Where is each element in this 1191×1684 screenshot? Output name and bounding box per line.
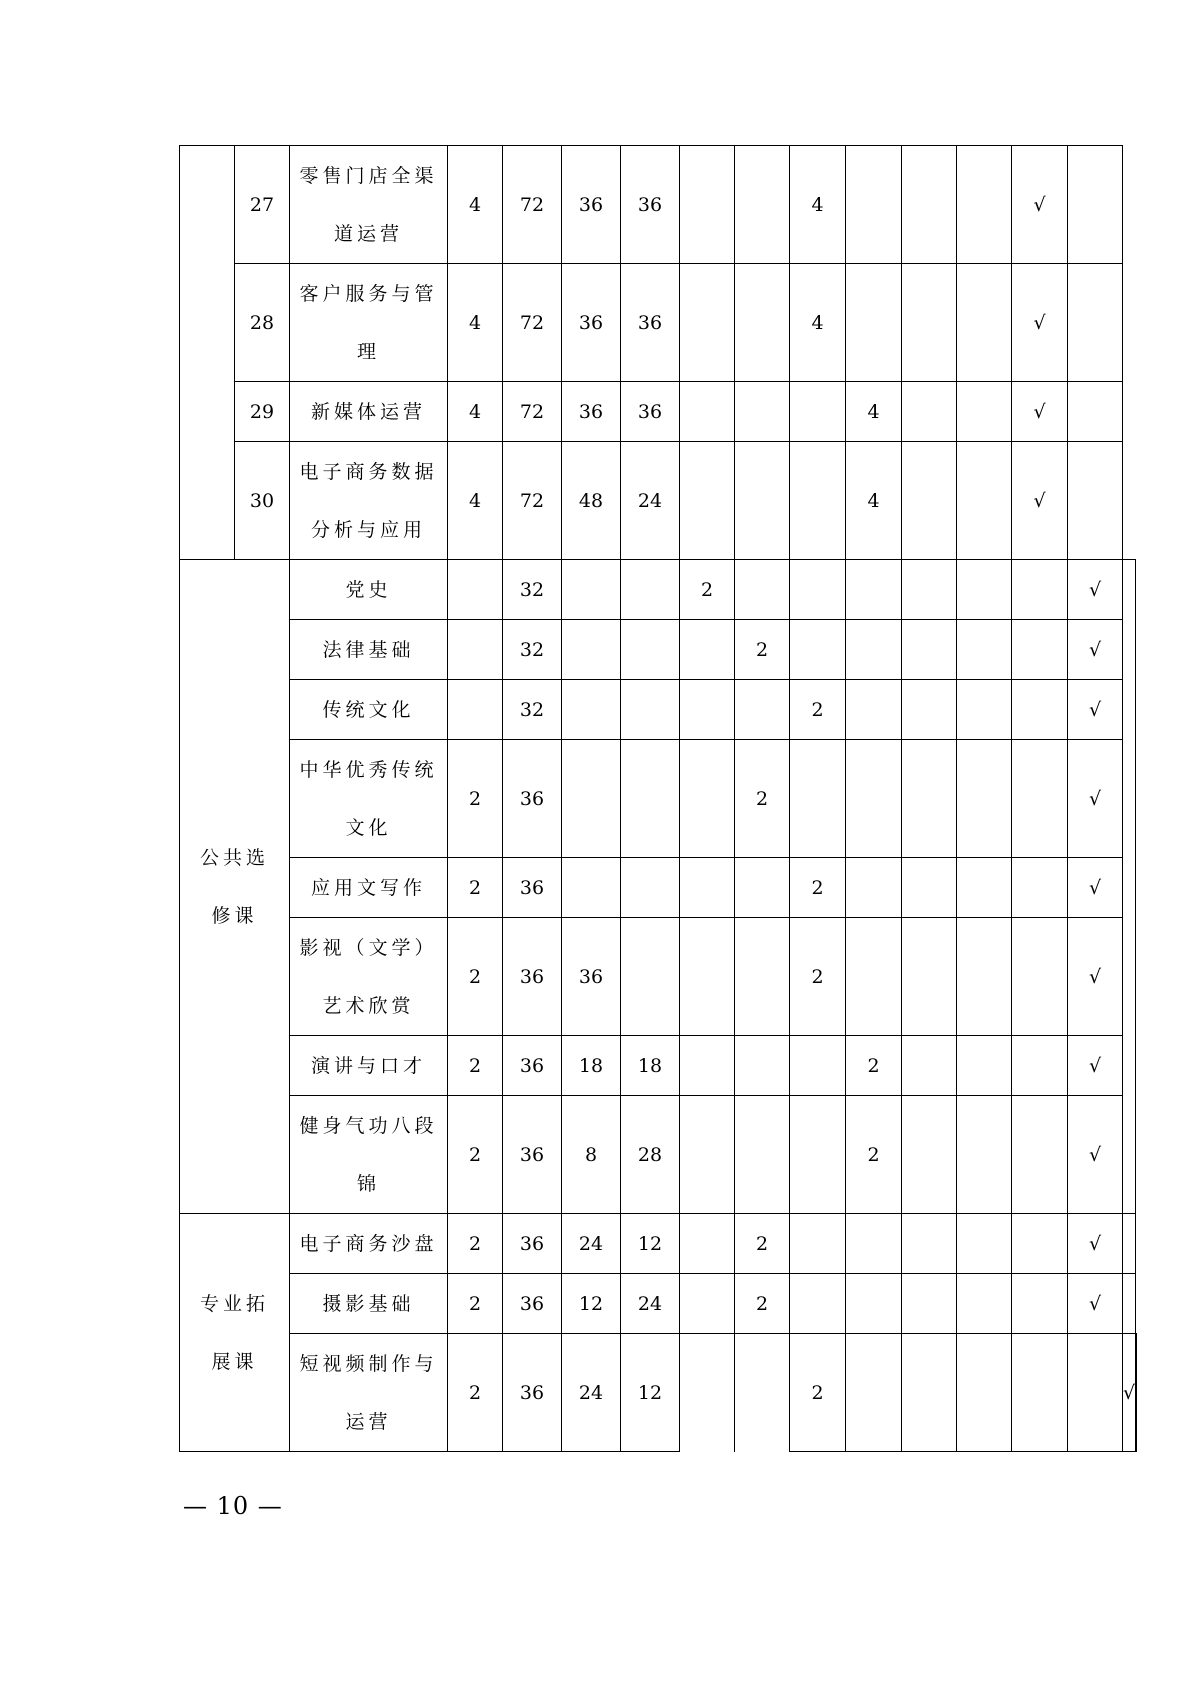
course-number: 30: [235, 442, 290, 560]
table-row: [180, 740, 1137, 858]
term-4: [846, 1334, 902, 1452]
term-3: [790, 620, 846, 680]
course-table: [179, 145, 1137, 1452]
term-6: [957, 740, 1012, 858]
term-5: [902, 918, 957, 1036]
check-required: [1012, 1096, 1068, 1214]
term-3: 2: [790, 680, 846, 740]
category-major-extension: 专业拓 展课: [180, 1214, 290, 1452]
term-6: [957, 918, 1012, 1036]
practice-hours: [621, 858, 680, 918]
term-1: [680, 146, 735, 264]
practice-hours: 24: [621, 1274, 680, 1334]
check-elective: [1068, 442, 1123, 560]
theory-hours: 48: [562, 442, 621, 560]
credit: [448, 620, 503, 680]
term-5: [902, 146, 957, 264]
term-1: [680, 680, 735, 740]
theory-hours: 36: [562, 918, 621, 1036]
credit: 4: [448, 264, 503, 382]
credit: 2: [448, 858, 503, 918]
practice-hours: 36: [621, 382, 680, 442]
course-name: 新媒体运营: [290, 382, 448, 442]
table-row: [180, 858, 1137, 918]
check-required: [1012, 680, 1068, 740]
check-elective: [1068, 382, 1123, 442]
total-hours: 36: [503, 1334, 562, 1452]
course-name: 摄影基础: [290, 1274, 448, 1334]
course-name: 客户服务与管 理: [290, 264, 448, 382]
check-elective: √: [1068, 1214, 1123, 1274]
table-row: [180, 1036, 1137, 1096]
total-hours: 72: [503, 442, 562, 560]
table-row: [180, 442, 1137, 560]
term-1: [680, 1036, 735, 1096]
course-number: 28: [235, 264, 290, 382]
total-hours: 36: [503, 858, 562, 918]
term-6: [957, 442, 1012, 560]
term-3: [790, 1036, 846, 1096]
check-elective: √: [1068, 560, 1123, 620]
table-row: [180, 1214, 1137, 1274]
theory-hours: 24: [562, 1214, 621, 1274]
total-hours: 36: [503, 740, 562, 858]
term-2: [735, 680, 790, 740]
theory-hours: [562, 680, 621, 740]
category-cell-continued: [180, 146, 235, 560]
term-1: [680, 264, 735, 382]
term-5: [902, 740, 957, 858]
term-3: 2: [790, 1334, 846, 1452]
course-number: 29: [235, 382, 290, 442]
term-4: 4: [846, 382, 902, 442]
practice-hours: 36: [621, 146, 680, 264]
check-required: [1012, 1274, 1068, 1334]
term-4: 2: [846, 1096, 902, 1214]
term-6: [957, 680, 1012, 740]
term-1: [680, 1274, 735, 1334]
table-row: [180, 1096, 1137, 1214]
check-elective: √: [1123, 1334, 1136, 1452]
term-5: [902, 382, 957, 442]
term-5: [902, 858, 957, 918]
theory-hours: 36: [562, 382, 621, 442]
term-4: [846, 560, 902, 620]
term-3: [790, 382, 846, 442]
term-5: [902, 1334, 957, 1452]
check-required: [1012, 1036, 1068, 1096]
term-1: 2: [680, 560, 735, 620]
total-hours: 72: [503, 264, 562, 382]
check-required: [1012, 858, 1068, 918]
term-3: 4: [790, 146, 846, 264]
theory-hours: [562, 560, 621, 620]
term-5: [902, 1274, 957, 1334]
course-name: 影视（文学） 艺术欣赏: [290, 918, 448, 1036]
check-required: √: [1012, 442, 1068, 560]
table-row: [180, 620, 1137, 680]
term-2: 2: [735, 740, 790, 858]
theory-hours: [562, 740, 621, 858]
term-2: 2: [735, 1214, 790, 1274]
course-name: 电子商务数据 分析与应用: [290, 442, 448, 560]
course-name: 党史: [290, 560, 448, 620]
practice-hours: [621, 740, 680, 858]
check-elective: √: [1068, 1274, 1123, 1334]
term-4: [846, 1214, 902, 1274]
term-2: [735, 1096, 790, 1214]
term-3: [790, 560, 846, 620]
table-row: [180, 918, 1137, 1036]
check-elective: √: [1068, 680, 1123, 740]
total-hours: 32: [503, 560, 562, 620]
term-1: [680, 620, 735, 680]
theory-hours: 18: [562, 1036, 621, 1096]
credit: [448, 560, 503, 620]
term-2: [735, 1334, 790, 1452]
practice-hours: 24: [621, 442, 680, 560]
term-4: 4: [846, 442, 902, 560]
credit: 2: [448, 918, 503, 1036]
term-2: [735, 146, 790, 264]
theory-hours: [562, 620, 621, 680]
term-6: [957, 560, 1012, 620]
term-4: [846, 264, 902, 382]
term-1: [680, 740, 735, 858]
check-required: [1012, 740, 1068, 858]
credit: 2: [448, 1036, 503, 1096]
course-number: 27: [235, 146, 290, 264]
theory-hours: 12: [562, 1274, 621, 1334]
blank-side-cell: [1123, 560, 1136, 1214]
check-required: √: [1012, 146, 1068, 264]
practice-hours: [621, 680, 680, 740]
term-3: 2: [790, 858, 846, 918]
term-4: [846, 740, 902, 858]
term-2: [735, 560, 790, 620]
table-row: [180, 680, 1137, 740]
term-6: [957, 620, 1012, 680]
term-5: [902, 1036, 957, 1096]
practice-hours: [621, 918, 680, 1036]
term-3: [790, 740, 846, 858]
term-4: [846, 858, 902, 918]
term-6: [957, 1334, 1012, 1452]
practice-hours: [621, 620, 680, 680]
term-5: [902, 442, 957, 560]
theory-hours: 8: [562, 1096, 621, 1214]
total-hours: 32: [503, 620, 562, 680]
term-extra: [1012, 1334, 1068, 1452]
term-4: 2: [846, 1036, 902, 1096]
term-3: [790, 1214, 846, 1274]
term-1: [680, 1214, 735, 1274]
check-required: [1012, 1214, 1068, 1274]
practice-hours: 36: [621, 264, 680, 382]
term-5: [902, 1096, 957, 1214]
term-3: 4: [790, 264, 846, 382]
term-5: [902, 1214, 957, 1274]
table-row: [180, 382, 1137, 442]
check-elective: [1068, 146, 1123, 264]
course-name: 法律基础: [290, 620, 448, 680]
total-hours: 72: [503, 382, 562, 442]
total-hours: 36: [503, 1274, 562, 1334]
term-2: [735, 264, 790, 382]
check-elective: √: [1068, 740, 1123, 858]
course-name: 零售门店全渠 道运营: [290, 146, 448, 264]
theory-hours: [562, 858, 621, 918]
blank-side-cell: [1136, 1334, 1137, 1452]
term-2: 2: [735, 620, 790, 680]
term-2: [735, 382, 790, 442]
table-row: [180, 560, 1137, 620]
practice-hours: 28: [621, 1096, 680, 1214]
term-2: 2: [735, 1274, 790, 1334]
term-2: [735, 1036, 790, 1096]
term-5: [902, 680, 957, 740]
term-4: [846, 918, 902, 1036]
term-1: [680, 382, 735, 442]
term-6: [957, 1036, 1012, 1096]
practice-hours: [621, 560, 680, 620]
check-elective: [1068, 264, 1123, 382]
term-3: 2: [790, 918, 846, 1036]
table-row: [180, 146, 1137, 264]
term-5: [902, 620, 957, 680]
term-1: [680, 1096, 735, 1214]
credit: [448, 680, 503, 740]
term-6: [957, 264, 1012, 382]
theory-hours: 36: [562, 146, 621, 264]
table-row: [180, 264, 1137, 382]
term-1: [680, 1334, 735, 1452]
credit: 2: [448, 740, 503, 858]
credit: 2: [448, 1096, 503, 1214]
term-6: [957, 1096, 1012, 1214]
course-name: 电子商务沙盘: [290, 1214, 448, 1274]
credit: 4: [448, 146, 503, 264]
term-6: [957, 382, 1012, 442]
check-elective: √: [1068, 918, 1123, 1036]
category-public-elective: 公共选 修课: [180, 560, 290, 1214]
total-hours: 36: [503, 1036, 562, 1096]
course-name: 中华优秀传统 文化: [290, 740, 448, 858]
term-3: [790, 1274, 846, 1334]
term-4: [846, 680, 902, 740]
practice-hours: 12: [621, 1214, 680, 1274]
term-6: [957, 858, 1012, 918]
theory-hours: 36: [562, 264, 621, 382]
credit: 4: [448, 442, 503, 560]
term-3: [790, 442, 846, 560]
term-6: [957, 1214, 1012, 1274]
course-name: 应用文写作: [290, 858, 448, 918]
credit: 4: [448, 382, 503, 442]
credit: 2: [448, 1274, 503, 1334]
term-4: [846, 620, 902, 680]
credit: 2: [448, 1214, 503, 1274]
check-elective: √: [1068, 620, 1123, 680]
table-row: [180, 1334, 1137, 1452]
term-2: [735, 918, 790, 1036]
check-elective: √: [1068, 1036, 1123, 1096]
term-5: [902, 264, 957, 382]
term-1: [680, 918, 735, 1036]
credit: 2: [448, 1334, 503, 1452]
term-4: [846, 146, 902, 264]
practice-hours: 12: [621, 1334, 680, 1452]
practice-hours: 18: [621, 1036, 680, 1096]
total-hours: 36: [503, 1096, 562, 1214]
table-row: [180, 1274, 1137, 1334]
theory-hours: 24: [562, 1334, 621, 1452]
check-required: [1012, 918, 1068, 1036]
page-number: — 10 —: [183, 1492, 283, 1520]
total-hours: 32: [503, 680, 562, 740]
total-hours: 36: [503, 918, 562, 1036]
term-6: [957, 146, 1012, 264]
blank-side-cell: [1123, 1214, 1136, 1274]
term-2: [735, 858, 790, 918]
check-required: [1012, 560, 1068, 620]
check-elective: √: [1068, 1096, 1123, 1214]
term-6: [957, 1274, 1012, 1334]
term-4: [846, 1274, 902, 1334]
total-hours: 72: [503, 146, 562, 264]
term-2: [735, 442, 790, 560]
course-name: 短视频制作与 运营: [290, 1334, 448, 1452]
course-name: 传统文化: [290, 680, 448, 740]
term-1: [680, 858, 735, 918]
term-1: [680, 442, 735, 560]
term-5: [902, 560, 957, 620]
total-hours: 36: [503, 1214, 562, 1274]
course-name: 演讲与口才: [290, 1036, 448, 1096]
course-name: 健身气功八段 锦: [290, 1096, 448, 1214]
check-required: √: [1012, 382, 1068, 442]
check-required: √: [1012, 264, 1068, 382]
check-required: [1012, 620, 1068, 680]
check-elective: √: [1068, 858, 1123, 918]
check-required: [1068, 1334, 1123, 1452]
blank-side-cell: [1123, 1274, 1136, 1334]
term-3: [790, 1096, 846, 1214]
